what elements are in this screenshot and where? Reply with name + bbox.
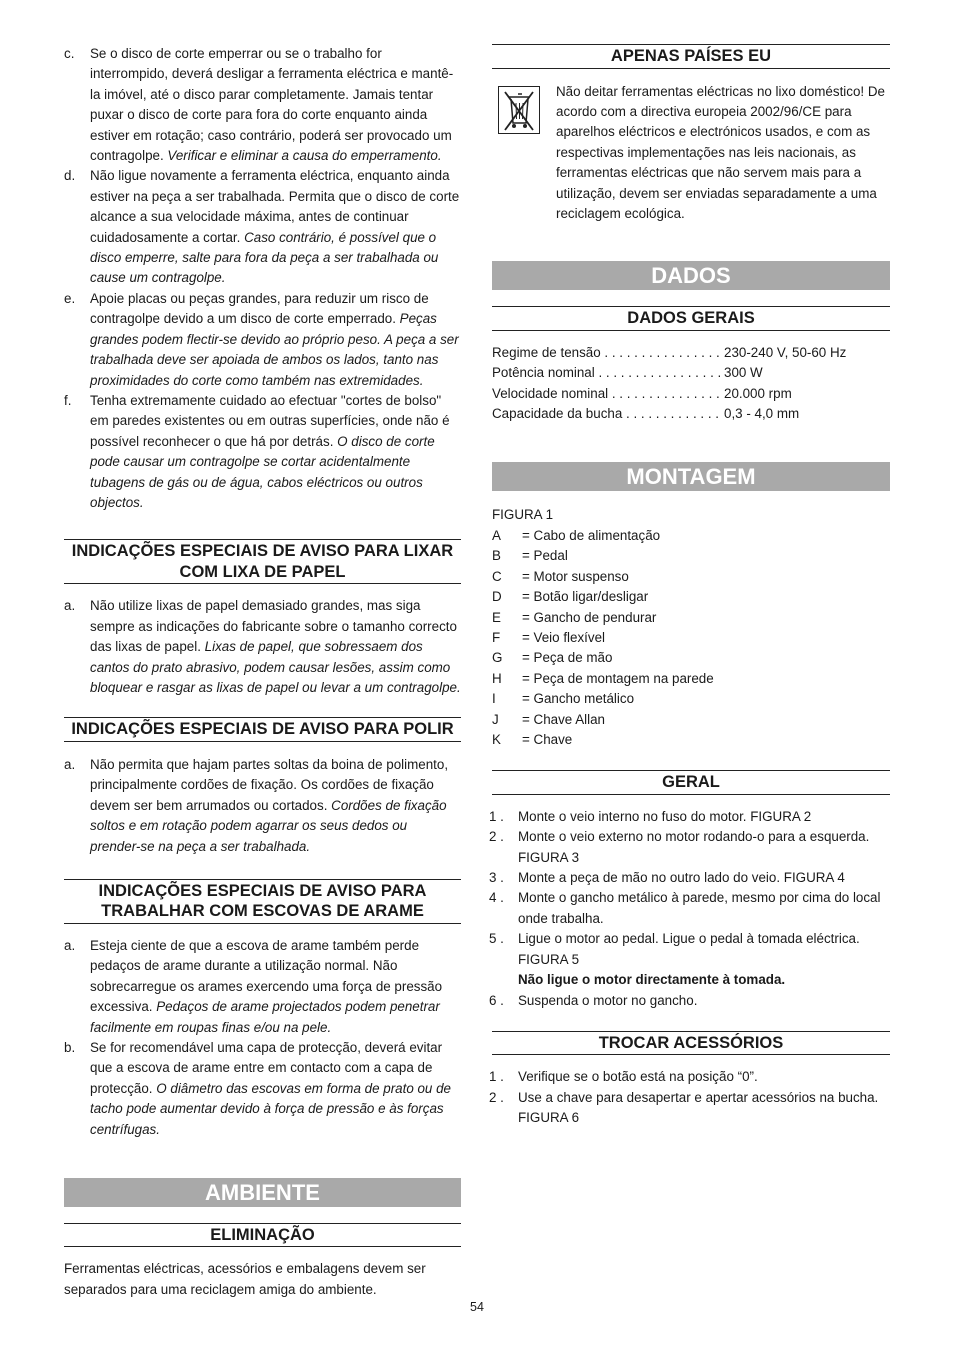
item-text: Esteja ciente de que a escova de arame também perde pedaços de arame durante a utilização normal. Não sobrecarregue os arames exercendo uma força de pressão excessiva. <box>90 937 443 1015</box>
spec-label: Regime de tensão . . . <box>492 343 722 363</box>
legend-key: C <box>492 568 502 584</box>
spec-label: Capacidade da bucha . . . <box>492 404 722 424</box>
right-column <box>489 44 890 1129</box>
step-number: 2 . <box>489 1089 504 1105</box>
step-number: 1 . <box>489 1069 504 1085</box>
sanding-warnings-list <box>64 596 461 698</box>
page-number: 54 <box>470 1300 484 1314</box>
sanding-warnings-heading: INDICAÇÕES ESPECIAIS DE AVISO PARA LIXAR COM LIXA DE PAPEL <box>64 539 461 584</box>
legend-item <box>492 710 890 730</box>
eu-disposal-text: Não deitar ferramentas eléctricas no lixo doméstico! De acordo com a directiva europeia 2002/96/CE para aparelhos eléctricos e electrónicos usados, e com as respectivas implementações nas leis nacionais, as ferramentas eléctricas que não servem mais para a utilização, devem ser enviadas separadamente a uma reciclagem ecológica. <box>556 83 885 221</box>
step-text: Ligue o motor ao pedal. Ligue o pedal à tomada eléctrica. FIGURA 5 <box>518 931 860 967</box>
eu-countries-heading: APENAS PAÍSES EU <box>492 44 890 69</box>
item-italic: Lixas de papel, que sobressaem dos cantos do prato abrasivo, podem causar lesões, assim como bloquear e rasgar as lixas de papel ou levar a um contragolpe. <box>90 639 461 695</box>
spec-value: 0,3 - 4,0 mm <box>724 406 800 422</box>
legend-key: B <box>492 548 501 564</box>
step-text: Verifique se o botão está na posição “0”. <box>518 1069 758 1085</box>
legend-item <box>492 628 890 648</box>
item-italic: Verificar e eliminar a causa do emperramento. <box>167 148 442 164</box>
item-text: Tenha extremamente cuidado ao efectuar "cortes de bolso" em paredes existentes ou em outras superfícies, onde não é possível reconhecer o que há por detrás. <box>90 392 450 449</box>
legend-item <box>492 648 890 668</box>
list-marker: b. <box>64 1039 76 1055</box>
item-italic: O disco de corte pode causar um contragolpe se cortar acidentalmente tubagens de gás ou de água, cabos eléctricos ou outros objectos. <box>90 433 435 510</box>
legend-text: = Gancho de pendurar <box>522 609 657 625</box>
legend-item <box>492 608 890 628</box>
assembly-steps <box>489 807 890 1011</box>
item-text: Não ligue novamente a ferramenta eléctrica, enquanto ainda estiver na peça a ser trabalhada. Permita que o disco de corte alcance a sua velocidade máxima, antes de continuar cuidadosamente a cortar. <box>90 168 460 245</box>
ambiente-section-title: AMBIENTE <box>64 1178 461 1207</box>
spec-row <box>492 384 890 404</box>
list-item <box>64 166 461 288</box>
change-accessories-heading: TROCAR ACESSÓRIOS <box>492 1031 890 1056</box>
step-number: 4 . <box>489 890 504 906</box>
legend-text: = Peça de montagem na parede <box>522 670 714 686</box>
item-text: Não permita que hajam partes soltas da boina de polimento, principalmente cordões de fixação. Os cordões de fixação devem ser bem arrumados ou cortados. <box>90 756 449 813</box>
dados-section-title: DADOS <box>492 261 890 290</box>
step-number: 3 . <box>489 870 504 886</box>
spec-row <box>492 343 890 363</box>
legend-item <box>492 567 890 587</box>
general-heading: GERAL <box>492 770 890 795</box>
item-text: Se for recomendável uma capa de protecção, deverá evitar que a escova de arame entre em contacto com a capa de protecção. <box>90 1039 443 1096</box>
step-item <box>489 991 890 1011</box>
list-marker: a. <box>64 756 76 772</box>
legend-key: F <box>492 629 501 645</box>
list-marker: e. <box>64 290 76 306</box>
list-item <box>64 755 461 857</box>
step-item <box>489 929 890 990</box>
item-text: Não utilize lixas de papel demasiado grandes, mas siga sempre as indicações do fabricante sobre o tamanho correcto das lixas de papel. <box>90 598 457 655</box>
step-item <box>489 868 890 888</box>
polishing-warnings-heading: INDICAÇÕES ESPECIAIS DE AVISO PARA POLIR <box>64 717 461 742</box>
list-item <box>64 289 461 391</box>
legend-text: = Chave Allan <box>522 711 606 727</box>
spec-value: 230-240 V, 50-60 Hz <box>724 344 847 360</box>
legend-key: H <box>492 670 502 686</box>
legend-key: D <box>492 589 502 605</box>
item-italic: Caso contrário, é possível que o disco emperre, salte para fora da peça a ser trabalhada ou cause um contragolpe. <box>90 229 439 286</box>
legend-item <box>492 689 890 709</box>
item-italic: O diâmetro das escovas em forma de prato ou de tacho pode aumentar devido à força de pressão e às forças centrífugas. <box>90 1080 451 1137</box>
legend-key: I <box>492 691 496 707</box>
legend-key: G <box>492 650 503 666</box>
step-number: 2 . <box>489 829 504 845</box>
spec-value: 300 W <box>724 365 763 381</box>
spec-label: Velocidade nominal . . . <box>492 384 722 404</box>
item-text: Se o disco de corte emperrar ou se o trabalho for interrompido, deverá desligar a ferramenta eléctrica e mantê-la imóvel, até o disco parar completamente. Jamais tentar puxar o disco de corte para fora do corte enquanto ainda estiver em rotação; caso contrário, poderá ser provocado um contragolpe. <box>90 46 454 164</box>
step-text: Monte a peça de mão no outro lado do veio. FIGURA 4 <box>518 870 845 886</box>
wire-brush-warnings-heading: INDICAÇÕES ESPECIAIS DE AVISO PARA TRABALHAR COM ESCOVAS DE ARAME <box>64 879 461 924</box>
item-italic: Peças grandes podem flectir-se devido ao próprio peso. A peça a ser trabalhada deve ser apoiada de ambos os lados, tanto nas proximidades do corte como também nas extremidades. <box>90 311 459 388</box>
step-item <box>489 807 890 827</box>
legend-text: = Peça de mão <box>522 650 613 666</box>
legend-text: = Veio flexível <box>522 629 605 645</box>
left-column <box>64 44 461 1300</box>
legend-item <box>492 730 890 750</box>
list-marker: c. <box>64 46 75 61</box>
wire-brush-warnings-list <box>64 936 461 1140</box>
legend-text: = Cabo de alimentação <box>522 527 661 543</box>
legend-key: J <box>492 711 499 727</box>
item-text: Apoie placas ou peças grandes, para reduzir um risco de contragolpe devido a um disco de corte emperrado. <box>90 290 429 327</box>
list-item <box>64 391 461 513</box>
legend-text: = Botão ligar/desligar <box>522 589 649 605</box>
parts-legend <box>492 526 890 750</box>
legend-item <box>492 587 890 607</box>
general-data-heading: DADOS GERAIS <box>492 306 890 331</box>
spec-value: 20.000 rpm <box>724 385 792 401</box>
step-number: 6 . <box>489 992 504 1008</box>
spec-table <box>492 343 890 425</box>
item-italic: Pedaços de arame projectados podem penetrar facilmente em roupas finas e/ou na pele. <box>90 999 440 1035</box>
disposal-heading: ELIMINAÇÃO <box>64 1223 461 1248</box>
step-text: Monte o gancho metálico à parede, mesmo por cima do local onde trabalha. <box>518 890 881 926</box>
item-italic: Cordões de fixação soltos e em rotação podem agarrar os seus dedos ou prender-se na peça a ser trabalhada. <box>90 797 447 854</box>
spec-row <box>492 404 890 424</box>
list-item <box>64 936 461 1038</box>
montagem-section-title: MONTAGEM <box>492 462 890 491</box>
legend-key: K <box>492 731 501 747</box>
accessory-steps <box>489 1067 890 1128</box>
legend-text: = Chave <box>522 731 573 747</box>
step-item <box>489 1088 890 1129</box>
list-marker: d. <box>64 168 76 184</box>
list-item <box>64 44 461 166</box>
polishing-warnings-list <box>64 755 461 857</box>
list-marker: a. <box>64 598 76 614</box>
legend-key: E <box>492 609 501 625</box>
list-item <box>64 596 461 698</box>
list-item <box>64 1038 461 1140</box>
legend-item <box>492 669 890 689</box>
spec-row <box>492 363 890 383</box>
legend-text: = Motor suspenso <box>522 568 629 584</box>
step-item <box>489 888 890 929</box>
step-warning-note: Não ligue o motor directamente à tomada. <box>518 972 786 988</box>
legend-key: A <box>492 527 501 543</box>
spec-label: Potência nominal . . . <box>492 363 722 383</box>
step-number: 1 . <box>489 808 504 824</box>
step-number: 5 . <box>489 931 504 947</box>
cutting-warnings-list <box>64 44 461 513</box>
disposal-text: Ferramentas eléctricas, acessórios e embalagens devem ser separados para uma reciclagem amiga do ambiente. <box>64 1261 426 1297</box>
step-text: Monte o veio interno no fuso do motor. FIGURA 2 <box>518 808 812 824</box>
step-item <box>489 1067 890 1087</box>
step-text: Suspenda o motor no gancho. <box>518 992 698 1008</box>
list-marker: a. <box>64 937 76 953</box>
legend-item <box>492 526 890 546</box>
eu-disposal-notice <box>492 82 890 225</box>
legend-item <box>492 546 890 566</box>
figure-label: FIGURA 1 <box>492 507 554 523</box>
step-text: Use a chave para desapertar e apertar acessórios na bucha. FIGURA 6 <box>518 1089 879 1126</box>
legend-text: = Pedal <box>522 548 568 564</box>
step-item <box>489 827 890 868</box>
crossed-out-wheelie-bin-icon <box>498 86 540 134</box>
step-text: Monte o veio externo no motor rodando-o para a esquerda. FIGURA 3 <box>518 829 870 865</box>
legend-text: = Gancho metálico <box>522 691 635 707</box>
list-marker: f. <box>64 392 72 408</box>
